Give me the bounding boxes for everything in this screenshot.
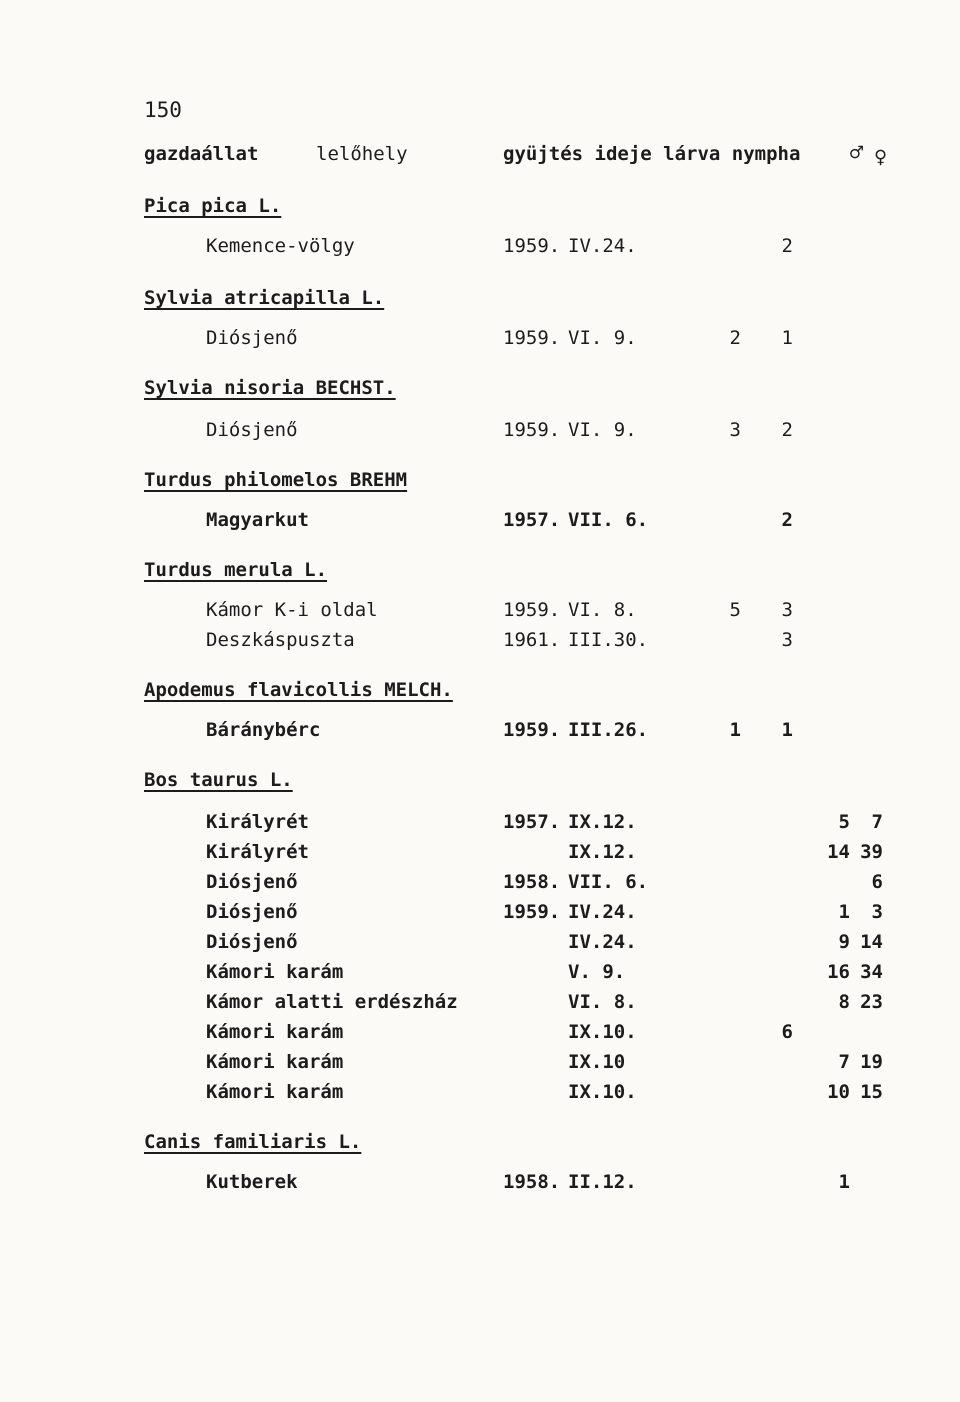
species-heading: Canis familiaris L. bbox=[144, 1131, 362, 1153]
male-count: 16 bbox=[827, 961, 850, 983]
species-heading: Turdus philomelos BREHM bbox=[144, 469, 408, 491]
nympha-count: 6 bbox=[781, 1021, 793, 1043]
larva-count: 1 bbox=[729, 719, 741, 741]
nympha-count: 3 bbox=[781, 599, 793, 621]
header-female: ♀ bbox=[874, 145, 888, 170]
female-count: 34 bbox=[860, 961, 883, 983]
date-cell: IV.24. bbox=[568, 931, 637, 953]
location-cell: Báránybérc bbox=[206, 719, 321, 741]
date-cell: VI. 9. bbox=[568, 327, 637, 349]
location-cell: Kámor alatti erdészház bbox=[206, 991, 458, 1013]
location-cell: Diósjenő bbox=[206, 871, 298, 893]
year-cell: 1958. bbox=[503, 871, 561, 893]
date-cell: VI. 9. bbox=[568, 419, 637, 441]
female-count: 19 bbox=[860, 1051, 883, 1073]
header-collection: gyüjtés ideje lárva nympha bbox=[503, 143, 801, 165]
date-cell: III.30. bbox=[568, 629, 649, 651]
date-cell: IX.10 bbox=[568, 1051, 626, 1073]
year-cell: 1957. bbox=[503, 509, 561, 531]
nympha-count: 2 bbox=[781, 419, 793, 441]
female-count: 15 bbox=[860, 1081, 883, 1103]
female-count: 3 bbox=[871, 901, 883, 923]
year-cell: 1959. bbox=[503, 901, 561, 923]
date-cell: III.26. bbox=[568, 719, 649, 741]
female-count: 14 bbox=[860, 931, 883, 953]
date-cell: VII. 6. bbox=[568, 871, 649, 893]
date-cell: IV.24. bbox=[568, 901, 637, 923]
date-cell: IX.12. bbox=[568, 811, 637, 833]
date-cell: II.12. bbox=[568, 1171, 637, 1193]
location-cell: Kutberek bbox=[206, 1171, 298, 1193]
species-heading: Sylvia nisoria BECHST. bbox=[144, 377, 396, 399]
male-count: 9 bbox=[838, 931, 850, 953]
female-count: 7 bbox=[871, 811, 883, 833]
male-count: 10 bbox=[827, 1081, 850, 1103]
date-cell: IV.24. bbox=[568, 235, 637, 257]
date-cell: VI. 8. bbox=[568, 991, 637, 1013]
date-cell: IX.10. bbox=[568, 1021, 637, 1043]
year-cell: 1959. bbox=[503, 419, 561, 441]
larva-count: 5 bbox=[729, 599, 741, 621]
year-cell: 1959. bbox=[503, 599, 561, 621]
male-count: 7 bbox=[838, 1051, 850, 1073]
species-heading: Bos taurus L. bbox=[144, 769, 293, 791]
species-heading: Pica pica L. bbox=[144, 195, 282, 217]
page-number: 150 bbox=[144, 98, 182, 122]
header-host: gazdaállat bbox=[144, 143, 259, 165]
nympha-count: 2 bbox=[781, 235, 793, 257]
year-cell: 1957. bbox=[503, 811, 561, 833]
year-cell: 1959. bbox=[503, 235, 561, 257]
male-count: 5 bbox=[838, 811, 850, 833]
larva-count: 2 bbox=[729, 327, 741, 349]
location-cell: Kámori karám bbox=[206, 1081, 344, 1103]
male-count: 1 bbox=[838, 901, 850, 923]
date-cell: V. 9. bbox=[568, 961, 626, 983]
location-cell: Diósjenő bbox=[206, 901, 298, 923]
location-cell: Királyrét bbox=[206, 841, 309, 863]
location-cell: Diósjenő bbox=[206, 327, 298, 349]
location-cell: Magyarkut bbox=[206, 509, 309, 531]
location-cell: Kámori karám bbox=[206, 961, 344, 983]
year-cell: 1959. bbox=[503, 719, 561, 741]
location-cell: Kámori karám bbox=[206, 1051, 344, 1073]
nympha-count: 1 bbox=[781, 327, 793, 349]
larva-count: 3 bbox=[729, 419, 741, 441]
location-cell: Kámor K-i oldal bbox=[206, 599, 378, 621]
date-cell: VII. 6. bbox=[568, 509, 649, 531]
nympha-count: 3 bbox=[781, 629, 793, 651]
year-cell: 1958. bbox=[503, 1171, 561, 1193]
location-cell: Királyrét bbox=[206, 811, 309, 833]
nympha-count: 1 bbox=[781, 719, 793, 741]
date-cell: IX.12. bbox=[568, 841, 637, 863]
female-count: 6 bbox=[871, 871, 883, 893]
header-place: lelőhely bbox=[316, 143, 408, 165]
location-cell: Kámori karám bbox=[206, 1021, 344, 1043]
year-cell: 1961. bbox=[503, 629, 561, 651]
species-heading: Sylvia atricapilla L. bbox=[144, 287, 385, 309]
date-cell: VI. 8. bbox=[568, 599, 637, 621]
location-cell: Diósjenő bbox=[206, 419, 298, 441]
nympha-count: 2 bbox=[781, 509, 793, 531]
year-cell: 1959. bbox=[503, 327, 561, 349]
species-heading: Apodemus flavicollis MELCH. bbox=[144, 679, 453, 701]
header-male: ♂ bbox=[850, 141, 864, 166]
location-cell: Diósjenő bbox=[206, 931, 298, 953]
male-count: 8 bbox=[838, 991, 850, 1013]
date-cell: IX.10. bbox=[568, 1081, 637, 1103]
male-count: 1 bbox=[838, 1171, 850, 1193]
female-count: 39 bbox=[860, 841, 883, 863]
female-count: 23 bbox=[860, 991, 883, 1013]
location-cell: Kemence-völgy bbox=[206, 235, 355, 257]
male-count: 14 bbox=[827, 841, 850, 863]
species-heading: Turdus merula L. bbox=[144, 559, 328, 581]
location-cell: Deszkáspuszta bbox=[206, 629, 355, 651]
